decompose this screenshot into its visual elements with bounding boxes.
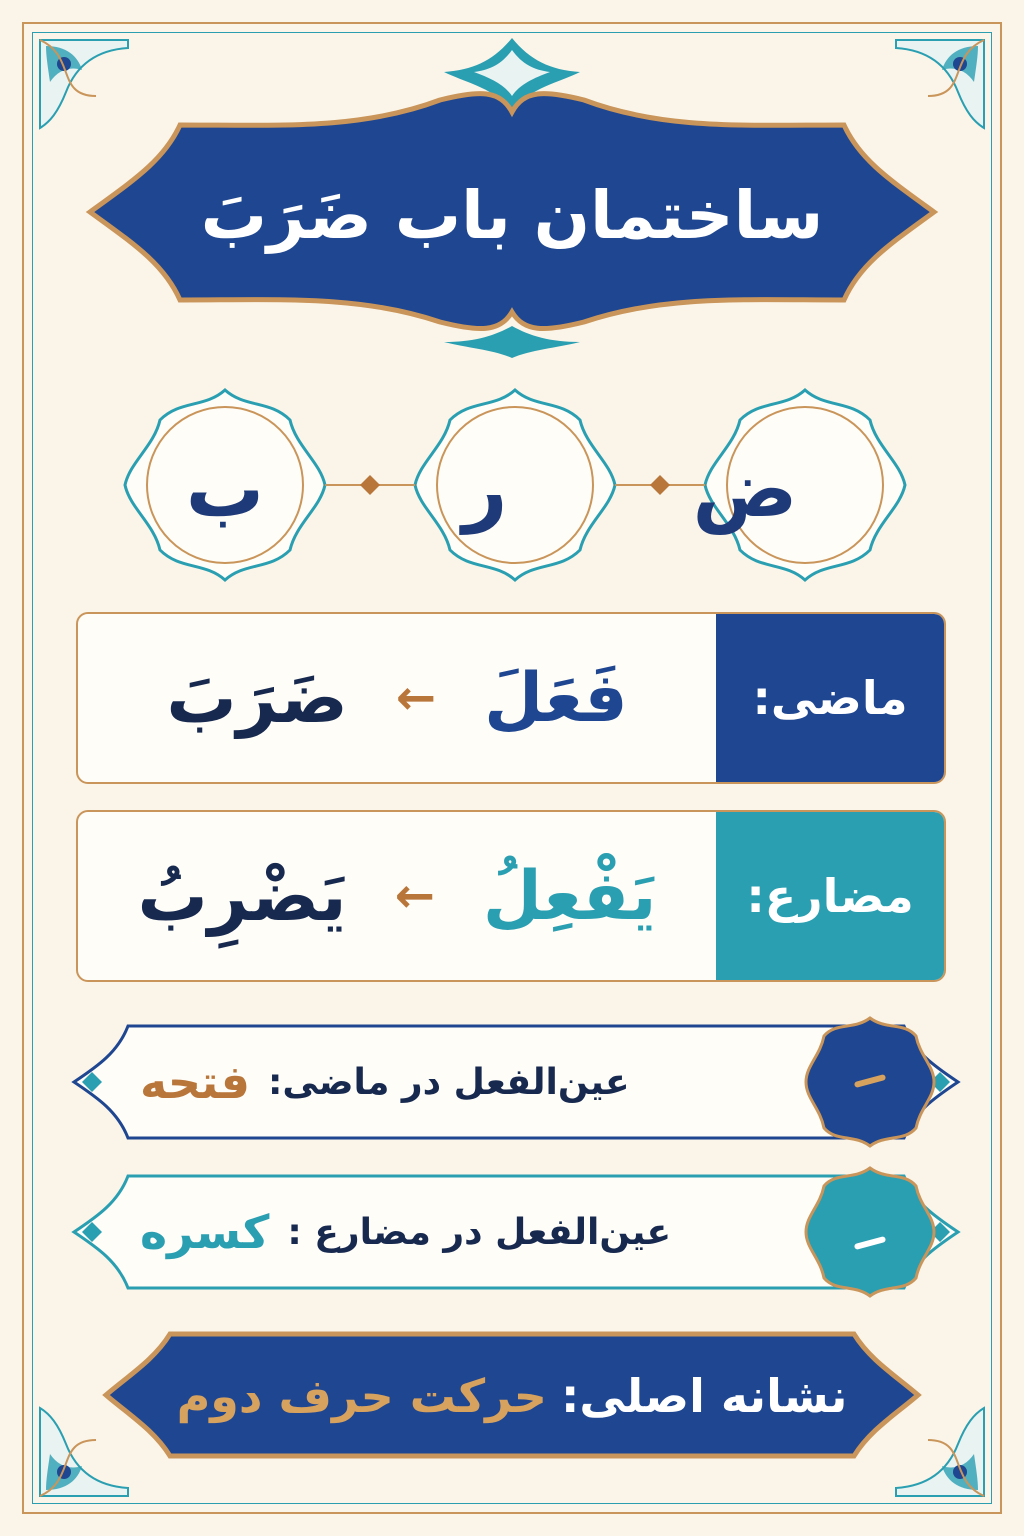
mozare-content	[78, 812, 716, 980]
fatha-label: عين‌الفعل در ماضی:	[267, 1061, 630, 1103]
madi-pattern: فَعَلَ	[484, 658, 628, 738]
fatha-value: فتحه	[140, 1055, 250, 1109]
mozare-label: مضارع:	[716, 812, 944, 980]
mozare-pattern: يَفْعِلُ	[482, 856, 657, 936]
kasra-medal	[800, 1162, 940, 1302]
madi-row	[76, 612, 946, 784]
kasra-value: کسره	[140, 1205, 270, 1259]
footer-value: حرکت حرف دوم	[176, 1369, 547, 1423]
root-letter-1: ض	[692, 445, 798, 535]
root-letter-3: ب	[185, 445, 265, 535]
madi-label: ماضی:	[716, 614, 944, 782]
footer-text	[160, 1346, 864, 1446]
arrow-left-icon: ←	[394, 868, 435, 924]
root-letter-2: ر	[462, 445, 508, 535]
kasra-label: عين‌الفعل در مضارع :	[287, 1211, 672, 1253]
madi-word: ضَرَبَ	[166, 657, 348, 739]
footer-label: نشانه اصلی:	[560, 1369, 848, 1423]
arrow-left-icon: ←	[395, 670, 437, 726]
fatha-ribbon-text	[140, 1042, 760, 1122]
page-title: ساختمان باب ضَرَبَ	[200, 176, 824, 254]
mozare-row	[76, 810, 946, 982]
mozare-word: يَضْرِبُ	[137, 855, 347, 937]
kasra-ribbon-text	[140, 1192, 760, 1272]
madi-content	[78, 614, 716, 782]
